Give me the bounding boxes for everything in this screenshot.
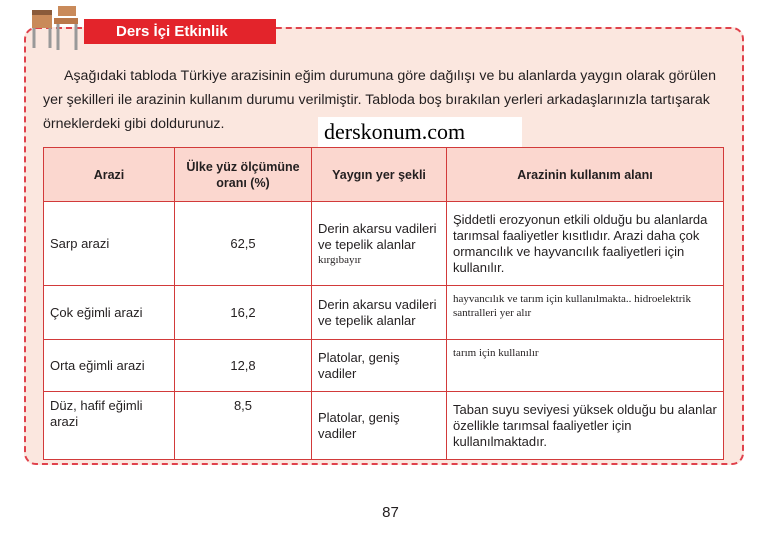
header-yer-sekli: Yaygın yer şekli — [312, 148, 447, 202]
header-oran: Ülke yüz ölçümüne oranı (%) — [175, 148, 312, 202]
cell-arazi: Sarp arazi — [44, 202, 175, 286]
cell-kullanim — [447, 286, 724, 340]
handwritten-answer: tarım için kullanılır — [453, 347, 539, 359]
cell-oran: 12,8 — [175, 340, 312, 392]
cell-yer-sekli — [312, 340, 447, 392]
cell-text: Derin akarsu vadileri ve tepelik alanlar — [318, 296, 437, 328]
cell-yer-sekli — [312, 286, 447, 340]
cell-kullanim — [447, 392, 724, 460]
cell-oran: 16,2 — [175, 286, 312, 340]
cell-arazi: Çok eğimli arazi — [44, 286, 175, 340]
school-desk-icon — [28, 4, 82, 52]
cell-oran: 62,5 — [175, 202, 312, 286]
cell-oran: 8,5 — [175, 392, 312, 460]
cell-text: Şiddetli erozyonun etkili olduğu bu alanlarda tarımsal faaliyetler kısıtlıdır. Arazi daha çok ormancılık ve hayvancılık faaliyetleri için kullanılır. — [453, 211, 708, 275]
table-row — [44, 202, 724, 286]
table-row — [44, 286, 724, 340]
watermark: derskonum.com — [318, 117, 522, 147]
handwritten-answer: hayvancılık ve tarım için kullanılmakta.. hidroelektrik santralleri yer alır — [453, 293, 691, 319]
cell-yer-sekli — [312, 392, 447, 460]
header-kullanim: Arazinin kullanım alanı — [447, 148, 724, 202]
activity-title: Ders İçi Etkinlik — [84, 19, 276, 44]
cell-text: Taban suyu seviyesi yüksek olduğu bu alanlar özellikle tarımsal faaliyetler için kullanılmaktadır. — [453, 401, 717, 449]
cell-arazi: Düz, hafif eğimli arazi — [44, 392, 175, 460]
cell-text: Platolar, geniş vadiler — [318, 349, 400, 381]
table-row — [44, 340, 724, 392]
cell-yer-sekli — [312, 202, 447, 286]
cell-kullanim — [447, 340, 724, 392]
cell-arazi: Orta eğimli arazi — [44, 340, 175, 392]
intro-text: Aşağıdaki tabloda Türkiye arazisinin eğim durumuna göre dağılışı ve bu alanlarda yaygın olarak görülen yer şekilleri ile arazinin kullanım durumu verilmiştir. Tabloda boş bırakılan yerleri arkadaşlarınızla tartışarak örneklerdeki gibi doldurunuz. — [43, 68, 716, 132]
cell-text: Derin akarsu vadileri ve tepelik alanlar — [318, 220, 437, 252]
cell-kullanim — [447, 202, 724, 286]
handwritten-answer: kırgıbayır — [318, 253, 362, 266]
header-arazi: Arazi — [44, 148, 175, 202]
table-header-row — [44, 148, 724, 202]
terrain-table — [43, 147, 724, 460]
cell-text: Platolar, geniş vadiler — [318, 409, 400, 441]
page-number: 87 — [382, 504, 399, 521]
table-row — [44, 392, 724, 460]
